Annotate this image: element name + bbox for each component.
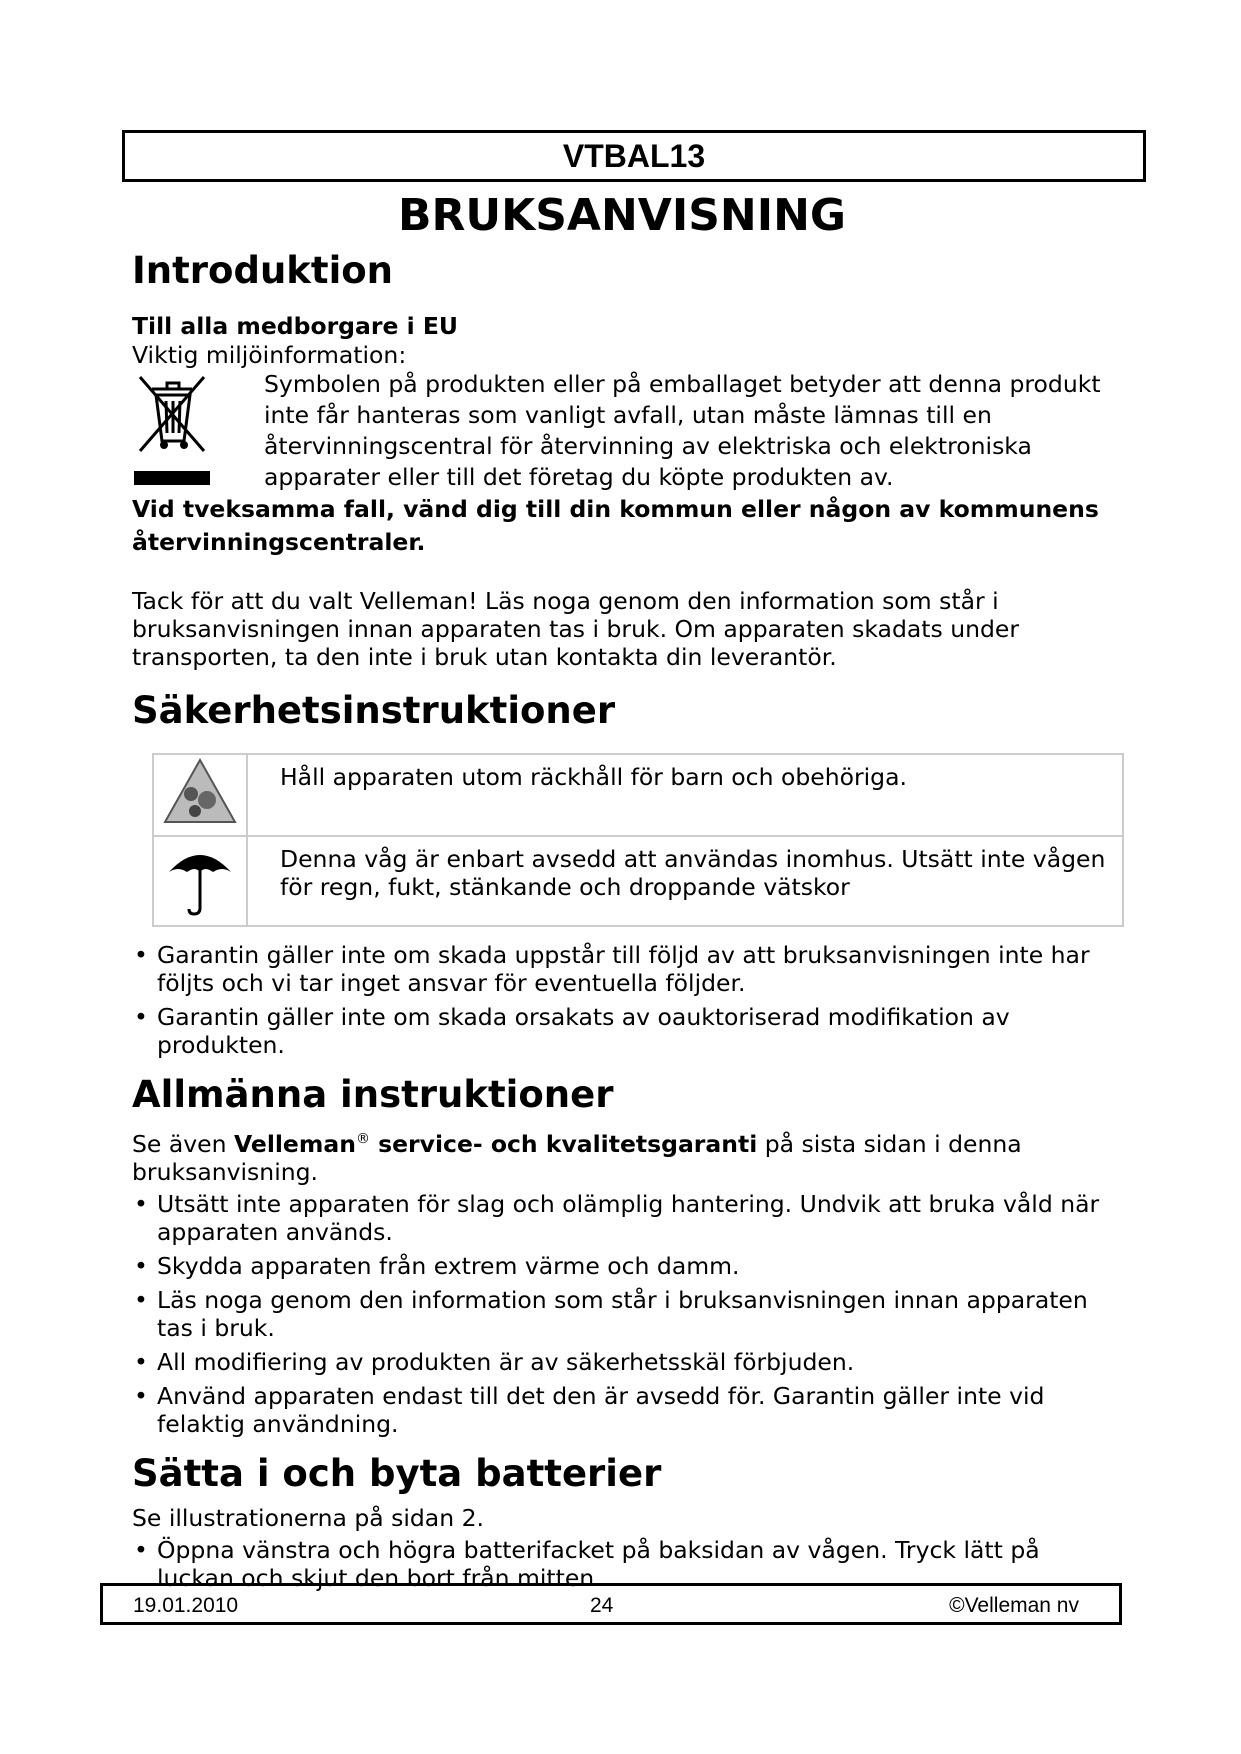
general-intro: Se även Velleman® service- och kvalitetsgaranti på sista sidan i denna bruksanvisning. (132, 1129, 1022, 1186)
batteries-heading: Sätta i och byta batterier (132, 1451, 662, 1495)
list-item: • All modifiering av produkten är av säkerhetsskäl förbjuden. (134, 1347, 855, 1376)
list-item: • Använd apparaten endast till det den är avsedd för. Garantin gäller inte vid felaktig användning. (134, 1381, 1045, 1438)
safety-row-text: Denna våg är enbart avsedd att användas inomhus. Utsätt inte vågen för regn, fukt, stänkande och droppande vätskor (247, 836, 1123, 926)
footer-copyright: ©Velleman nv (949, 1594, 1079, 1617)
bold-note: Vid tveksamma fall, vänd dig till din kommun eller någon av kommunens återvinningscentraler. (132, 495, 1099, 556)
intro-heading: Introduktion (132, 249, 394, 292)
intro-subheading: Till alla medborgare i EU (132, 312, 458, 340)
list-item: • Läs noga genom den information som står i bruksanvisningen innan apparaten tas i bruk. (134, 1285, 1088, 1342)
list-item: • Garantin gäller inte om skada uppstår till följd av att bruksanvisningen inte har följts och vi tar inget ansvar för eventuella följder. (134, 941, 1090, 997)
footer-date: 19.01.2010 (133, 1594, 239, 1617)
batteries-intro: Se illustrationerna på sidan 2. (132, 1503, 484, 1532)
list-item: • Öppna vänstra och högra batterifacket på baksidan av vågen. Tryck lätt på luckan och skjut den bort från mitten. (134, 1535, 1040, 1592)
safety-heading: Säkerhetsinstruktioner (132, 689, 616, 732)
list-item: • Utsätt inte apparaten för slag och olämplig hantering. Undvik att bruka våld när apparaten används. (134, 1189, 1100, 1246)
model-header: VTBAL13 (122, 130, 1146, 182)
safety-row (153, 836, 1123, 926)
weee-text: Symbolen på produkten eller på emballaget betyder att denna produkt inte får hanteras som vanligt avfall, utan måste lämnas till en återvinningscentral för återvinning av elektriska och elektroniska apparater eller till det företag du köpte produkten av. (264, 370, 1101, 491)
crossed-bin-icon (134, 371, 210, 491)
weee-block (132, 369, 1122, 493)
footer-page-number: 24 (590, 1594, 614, 1617)
thanks-paragraph: Tack för att du valt Velleman! Läs noga genom den information som står i bruksanvisningen innan apparaten tas i bruk. Om apparaten skadats under transporten, ta den inte i bruk utan kontakta din leverantör. (132, 587, 1020, 671)
list-item: • Garantin gäller inte om skada orsakats av oauktoriserad modifikation av produkten. (134, 1003, 1010, 1059)
content (132, 245, 1122, 1598)
safety-bullets (132, 941, 1122, 1059)
umbrella-icon (165, 838, 235, 918)
general-bullets (132, 1190, 1122, 1438)
page-footer (100, 1583, 1122, 1625)
list-item: • Skydda apparaten från extrem värme och damm. (134, 1251, 740, 1280)
warning-triangle-icon (161, 756, 239, 828)
document-title: BRUKSANVISNING (397, 190, 847, 241)
safety-row (153, 754, 1123, 836)
safety-table (152, 753, 1124, 927)
env-label: Viktig miljöinformation: (132, 341, 407, 369)
safety-row-text: Håll apparaten utom räckhåll för barn och obehöriga. (247, 754, 1123, 836)
general-heading: Allmänna instruktioner (132, 1073, 614, 1116)
